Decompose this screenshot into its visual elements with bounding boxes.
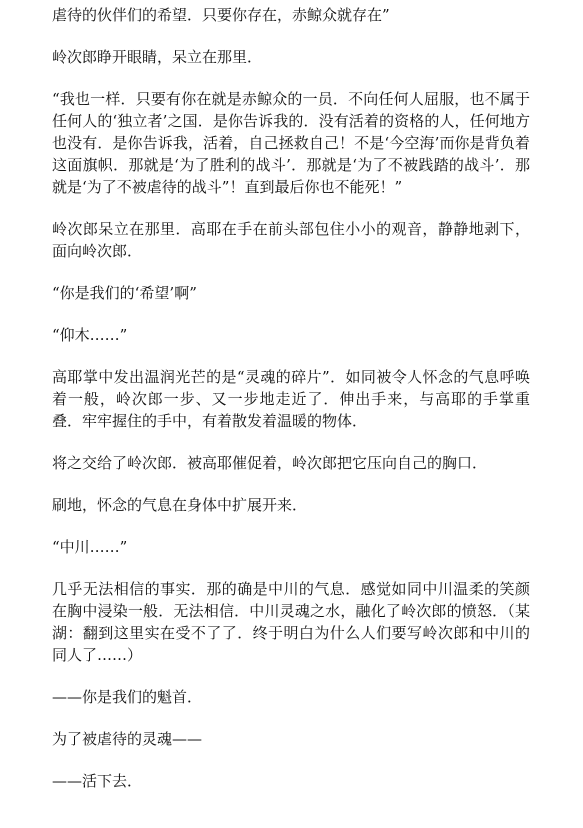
paragraph-2: 岭次郎睁开眼睛，呆立在那里． bbox=[52, 48, 263, 66]
paragraph-13: 为了被虐待的灵魂—— bbox=[52, 730, 203, 748]
paragraph-7: 高耶掌中发出温润光芒的是“灵魂的碎片”．如同被令人怀念的气息呼唤着一般，岭次郎一步、又一步地走近了．伸出手来，与高耶的手掌重叠．牢牢握住的手中，有着散发着温暖的物体． bbox=[52, 368, 530, 430]
paragraph-1: 虐待的伙伴们的希望．只要你存在，赤鲸众就存在” bbox=[52, 6, 390, 24]
paragraph-6: “仰木……” bbox=[52, 326, 128, 344]
paragraph-10: “中川……” bbox=[52, 538, 128, 556]
paragraph-4: 岭次郎呆立在那里．高耶在手在前头部包住小小的观音，静静地剥下，面向岭次郎． bbox=[52, 220, 530, 260]
paragraph-3: “我也一样．只要有你在就是赤鲸众的一员．不向任何人屈服，也不属于任何人的‘独立者’之国．是你告诉我的．没有活着的资格的人，任何地方也没有．是你告诉我，活着，自己拯救自己！不是‘今空海’而你是背负着这面旗帜．那就是‘为了胜利的战斗’．那就是‘为了不被践踏的战斗’．那就是‘为了不被虐待的战斗”！直到最后你也不能死！” bbox=[52, 90, 530, 196]
paragraph-8: 将之交给了岭次郎．被高耶催促着，岭次郎把它压向自己的胸口． bbox=[52, 454, 488, 472]
paragraph-14: ——活下去． bbox=[52, 772, 143, 790]
paragraph-9: 刷地，怀念的气息在身体中扩展开来． bbox=[52, 496, 308, 514]
paragraph-12: ——你是我们的魁首． bbox=[52, 688, 203, 706]
paragraph-5: “你是我们的‘希望’啊” bbox=[52, 284, 197, 302]
paragraph-11: 几乎无法相信的事实．那的确是中川的气息．感觉如同中川温柔的笑颜在胸中浸染一般．无法相信．中川灵魂之水，融化了岭次郎的愤怒．（某湖：翻到这里实在受不了了．终于明白为什么人们要写岭次郎和中川的同人了……） bbox=[52, 580, 530, 664]
document-page bbox=[52, 4, 530, 812]
